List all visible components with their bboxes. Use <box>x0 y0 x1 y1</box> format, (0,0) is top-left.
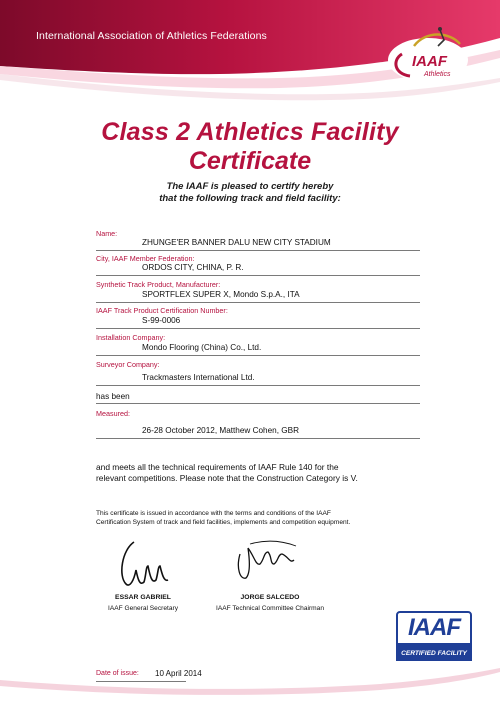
signatory-role-2: IAAF Technical Committee Chairman <box>216 605 324 612</box>
installer-label: Installation Company: <box>96 333 166 342</box>
city-value: ORDOS CITY, CHINA, P. R. <box>142 263 244 272</box>
has-been-text: has been <box>96 392 130 401</box>
name-value: ZHUNGE'ER BANNER DALU NEW CITY STADIUM <box>142 238 331 247</box>
date-of-issue-label: Date of issue: <box>96 670 139 677</box>
divider <box>96 302 420 303</box>
signature-salcedo <box>230 534 302 590</box>
divider <box>96 681 186 682</box>
terms-text <box>96 509 436 527</box>
signature-gabriel <box>112 536 172 592</box>
surveyor-value: Trackmasters International Ltd. <box>142 373 255 382</box>
statement-line-2: relevant competitions. Please note that the Construction Category is V. <box>96 473 358 483</box>
certificate-subtitle: Certificate <box>188 147 312 175</box>
divider <box>96 403 420 404</box>
terms-line-1: This certificate is issued in accordance with the terms and conditions of the IAAF <box>96 510 331 517</box>
intro-line-1: The IAAF is pleased to certify hereby <box>166 181 334 192</box>
divider <box>96 355 420 356</box>
divider <box>96 438 420 439</box>
intro-text <box>0 181 500 205</box>
divider <box>96 385 420 386</box>
product-value: SPORTFLEX SUPER X, Mondo S.p.A., ITA <box>142 290 300 299</box>
iaaf-logo-text: IAAF <box>412 53 447 70</box>
organization-name: International Association of Athletics Federations <box>36 30 267 42</box>
badge-caption: CERTIFIED FACILITY <box>396 645 472 661</box>
intro-line-2: that the following track and field facility: <box>159 193 341 204</box>
cert-number-label: IAAF Track Product Certification Number: <box>96 306 228 315</box>
badge-logo-text: IAAF <box>408 614 460 641</box>
date-of-issue-value: 10 April 2014 <box>155 669 202 678</box>
product-label: Synthetic Track Product, Manufacturer: <box>96 280 221 289</box>
iaaf-logo-subtext: Athletics <box>424 71 451 78</box>
divider <box>96 275 420 276</box>
iaaf-logo <box>380 24 472 86</box>
signatory-name-2: JORGE SALCEDO <box>240 594 300 601</box>
certified-facility-badge <box>396 611 472 661</box>
measured-value: 26-28 October 2012, Matthew Cohen, GBR <box>142 426 300 435</box>
statement-line-1: and meets all the technical requirements of IAAF Rule 140 for the <box>96 462 339 472</box>
name-label: Name: <box>96 229 118 238</box>
cert-number-value: S-99-0006 <box>142 316 181 325</box>
measured-label: Measured: <box>96 409 130 418</box>
statement-text <box>96 462 416 484</box>
city-label: City, IAAF Member Federation: <box>96 254 195 263</box>
terms-line-2: Certification System of track and field facilities, implements and competition equipment. <box>96 519 351 526</box>
installer-value: Mondo Flooring (China) Co., Ltd. <box>142 343 262 352</box>
signatory-name-1: ESSAR GABRIEL <box>115 594 171 601</box>
surveyor-label: Surveyor Company: <box>96 360 160 369</box>
badge-logo <box>396 611 472 645</box>
signatory-role-1: IAAF General Secretary <box>108 605 178 612</box>
certificate-title: Class 2 Athletics Facility <box>101 118 399 146</box>
divider <box>96 250 420 251</box>
divider <box>96 328 420 329</box>
